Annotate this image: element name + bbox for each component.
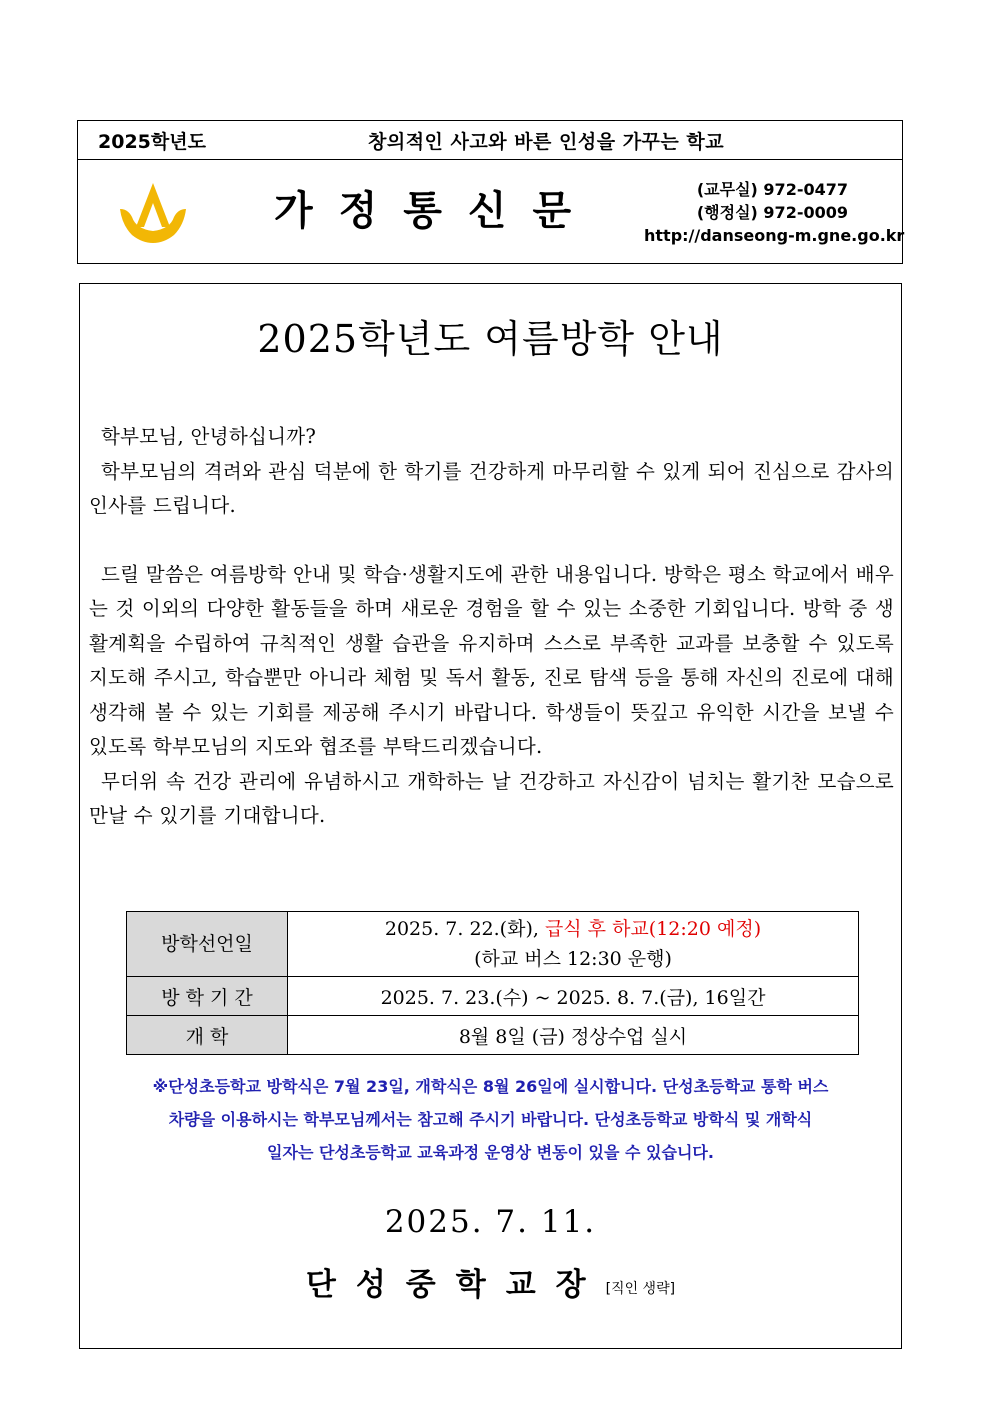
vacation-start-label: 방학선언일 bbox=[127, 912, 288, 977]
academic-office-phone: (교무실) 972-0477 bbox=[696, 180, 848, 199]
table-row bbox=[127, 912, 859, 977]
contact-info bbox=[644, 178, 905, 247]
table-row bbox=[127, 1016, 859, 1055]
notice-line: 일자는 단성초등학교 교육과정 운영상 변동이 있을 수 있습니다. bbox=[267, 1143, 714, 1162]
admin-office-phone: (행정실) 972-0009 bbox=[696, 203, 848, 222]
vacation-start-value bbox=[288, 912, 859, 977]
newsletter-title: 가정통신문 bbox=[274, 188, 598, 234]
notice-line: 차량을 이용하시는 학부모님께서는 참고해 주시기 바랍니다. 단성초등학교 방학식 및 개학식 bbox=[168, 1110, 813, 1129]
newsletter-header bbox=[77, 120, 903, 264]
document-title: 2025학년도 여름방학 안내 bbox=[257, 317, 724, 361]
school-logo-icon bbox=[114, 179, 192, 247]
guidance-paragraph: 드릴 말씀은 여름방학 안내 및 학습·생활지도에 관한 내용입니다. 방학은 평소 학교에서 배우는 것 이외의 다양한 활동들을 하며 새로운 경험을 할 수 있는 소중한 기회입니다. 방학 중 생활계획을 수립하여 규칙적인 생활 습관을 유지하며 스스로 부족한 교과를 보충할 수 있도록 지도해 주시고, 학습뿐만 아니라 체험 및 독서 활동, 진로 탐색 등을 통해 자신의 진로에 대해 생각해 볼 수 있는 기회를 제공해 주시기 바랍니다. 학생들이 뜻깊고 유익한 시간을 보낼 수 있도록 학부모님의 지도와 협조를 부탁드리겠습니다. bbox=[89, 562, 894, 758]
closing-paragraph: 무더위 속 건강 관리에 유념하시고 개학하는 날 건강하고 자신감이 넘치는 활기찬 모습으로 만날 수 있기를 기대합니다. bbox=[89, 769, 894, 827]
issue-date: 2025. 7. 11. bbox=[384, 1204, 597, 1240]
school-year-label: 2025학년도 bbox=[98, 131, 206, 153]
reopening-label: 개 학 bbox=[127, 1016, 288, 1055]
notice-line: ※단성초등학교 방학식은 7월 23일, 개학식은 8월 26일에 실시합니다. 단성초등학교 통학 버스 bbox=[152, 1077, 829, 1096]
thanks-paragraph: 학부모님의 격려와 관심 덕분에 한 학기를 건강하게 마무리할 수 있게 되어 진심으로 감사의 인사를 드립니다. bbox=[89, 459, 894, 517]
table-row bbox=[127, 977, 859, 1016]
school-website-link[interactable]: http://danseong-m.gne.go.kr bbox=[644, 226, 905, 245]
principal-name: 단성중학교장 bbox=[305, 1267, 606, 1303]
notice-body bbox=[79, 283, 902, 1349]
vacation-period-label: 방 학 기 간 bbox=[127, 977, 288, 1016]
vacation-schedule-table bbox=[126, 911, 859, 1055]
vacation-period-value: 2025. 7. 23.(수) ~ 2025. 8. 7.(금), 16일간 bbox=[288, 977, 859, 1016]
dismissal-note: 급식 후 하교(12:20 예정) bbox=[544, 918, 762, 940]
bus-note: (하교 버스 12:30 운행) bbox=[474, 948, 672, 970]
greeting-paragraph: 학부모님, 안녕하십니까? bbox=[101, 425, 317, 448]
principal-signature bbox=[80, 1259, 901, 1304]
elementary-school-notice bbox=[80, 1070, 901, 1169]
school-motto: 창의적인 사고와 바른 인성을 가꾸는 학교 bbox=[368, 131, 725, 153]
vacation-start-date: 2025. 7. 22.(화), bbox=[384, 918, 545, 940]
letter-text bbox=[89, 420, 894, 834]
seal-note: [직인 생략] bbox=[605, 1281, 676, 1297]
header-top-row bbox=[78, 121, 902, 160]
reopening-value: 8월 8일 (금) 정상수업 실시 bbox=[288, 1016, 859, 1055]
